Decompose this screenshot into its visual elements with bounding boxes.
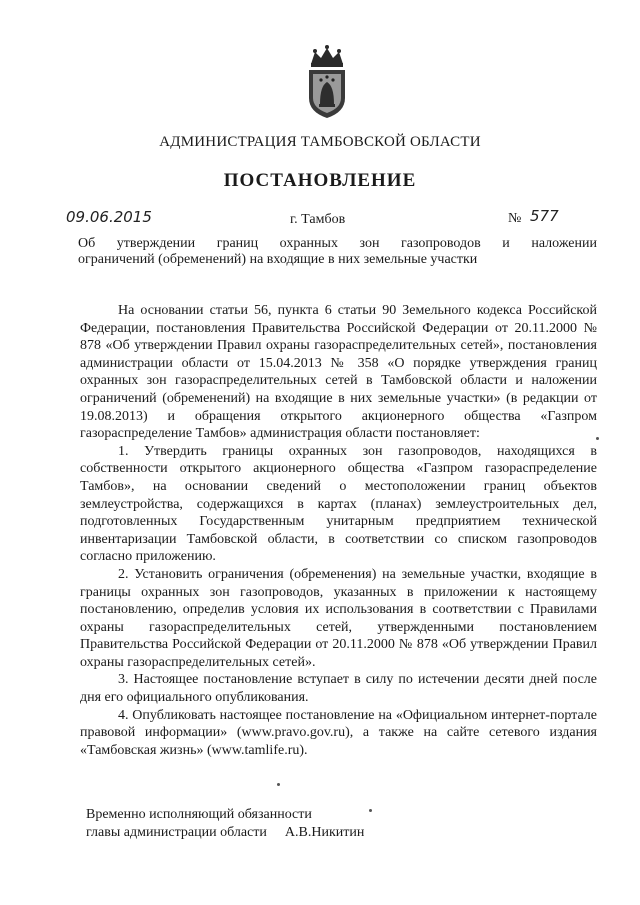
subject-line-2: ограничений (обременений) на входящие в них земельные участки <box>78 252 478 267</box>
handwritten-number: 577 <box>530 207 559 225</box>
handwritten-date: 09.06.2015 <box>66 208 152 226</box>
scan-speck <box>596 437 599 440</box>
scan-speck <box>369 809 372 812</box>
tambov-coat-of-arms-icon <box>301 42 353 122</box>
item-3-paragraph: 3. Настоящее постановление вступает в силу по истечении десяти дней после дня его официального опубликования. <box>80 672 597 706</box>
document-body <box>80 302 597 759</box>
document-subject <box>78 236 597 268</box>
preamble-paragraph: На основании статьи 56, пункта 6 статьи 90 Земельного кодекса Российской Федерации, постановления Правительства Российской Федерации от 20.11.2000 № 878 «Об утверждении Правил охраны газораспределительных сетей», постановления администрации области от 15.04.2013 № 358 «О порядке утверждения границ охранных зон газораспределительных сетей в Тамбовской области и наложении ограничений (обременений) на входящие в них земельные участки» (в редакции от 19.08.2013) и обращения открытого акционерного общества «Газпром газораспределение Тамбов» администрация области постановляет: <box>80 303 597 442</box>
signature-row <box>86 824 364 842</box>
item-2-paragraph: 2. Установить ограничения (обременения) на земельные участки, входящие в границы охранных зон газопроводов, указанных в приложении к настоящему постановлению, определив условия их использования в соответствии с Правилами охраны газораспределительных сетей, утвержденными постановлением Правительства Российской Федерации от 20.11.2000 № 878 «Об утверждении Правил охраны газораспределительных сетей». <box>80 566 597 670</box>
signature-block <box>86 806 364 842</box>
item-4-paragraph: 4. Опубликовать настоящее постановление на «Официальном интернет-портале правовой информации» (www.pravo.gov.ru), а также на сайте сетевого издания «Тамбовская жизнь» (www.tamlife.ru). <box>80 707 597 758</box>
subject-line-1: Об утверждении границ охранных зон газопроводов и наложении <box>78 236 597 251</box>
city: г. Тамбов <box>290 212 346 227</box>
scan-speck <box>277 783 280 786</box>
number-sign: № <box>508 211 522 226</box>
document-type-title: ПОСТАНОВЛЕНИЕ <box>223 170 417 191</box>
signatory-name: А.В.Никитин <box>284 825 365 840</box>
organization-name: АДМИНИСТРАЦИЯ ТАМБОВСКОЙ ОБЛАСТИ <box>159 134 481 150</box>
signatory-position-line-2: главы администрации области <box>86 825 267 840</box>
item-1-paragraph: 1. Утвердить границы охранных зон газопроводов, находящихся в собственности открытого акционерного общества «Газпром газораспределение Тамбов», на основании сведений о местоположении границ объектов землеустройства, содержащихся в картах (планах) землеустроительных дел, подготовленных Государственным унитарным предприятием технической инвентаризации Тамбовской области, в соответствии со списком газопроводов согласно приложению. <box>80 443 597 565</box>
signatory-position-line-1: Временно исполняющий обязанности <box>86 807 312 822</box>
